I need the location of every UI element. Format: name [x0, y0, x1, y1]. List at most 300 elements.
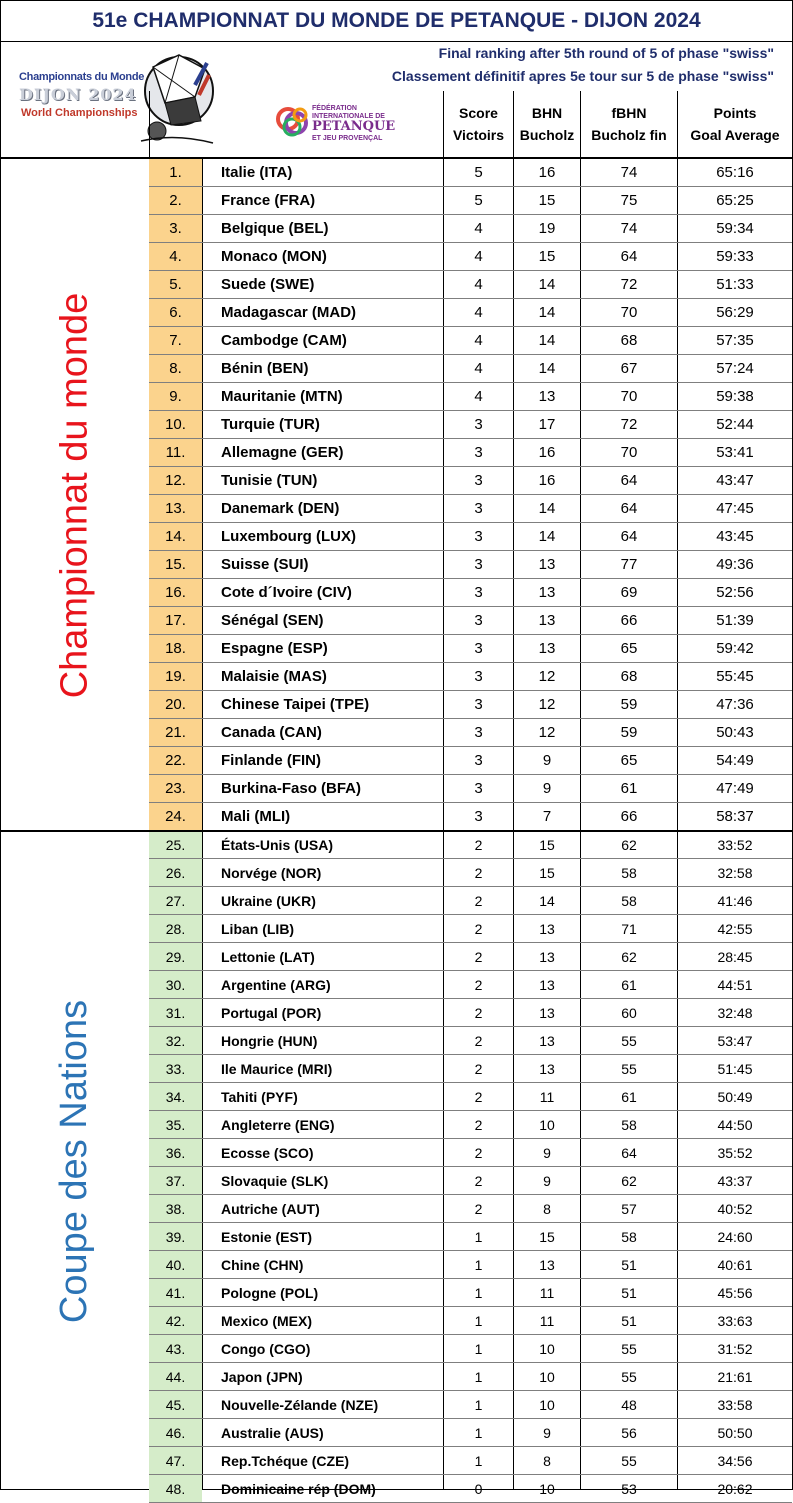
- team-cell: Mali (MLI): [221, 808, 291, 825]
- fbhn-cell: 51: [621, 1284, 637, 1301]
- team-cell: Dominicaine rép (DOM): [221, 1480, 376, 1497]
- score-cell: 4: [474, 276, 483, 293]
- bhn-cell: 13: [538, 612, 556, 629]
- table-row: [149, 1335, 792, 1363]
- rank-cell: 9.: [149, 383, 202, 410]
- table-row: [149, 663, 792, 691]
- team-cell: Cambodge (CAM): [221, 332, 347, 349]
- score-cell: 2: [474, 1116, 483, 1133]
- points-cell: 40:52: [717, 1200, 753, 1217]
- rank-cell: 24.: [149, 803, 202, 830]
- header-points-line1: Points: [713, 105, 757, 121]
- section-label-coupe: [1, 833, 149, 1489]
- fbhn-cell: 62: [621, 836, 637, 853]
- rank-cell: 27.: [149, 887, 202, 914]
- team-cell: Belgique (BEL): [221, 220, 329, 237]
- fbhn-cell: 53: [621, 1480, 637, 1497]
- rank-cell: 2.: [149, 187, 202, 214]
- team-cell: Ecosse (SCO): [221, 1144, 314, 1161]
- bhn-cell: 12: [538, 724, 556, 741]
- table-row: [149, 355, 792, 383]
- table-row: [149, 243, 792, 271]
- bhn-cell: 8: [543, 1200, 551, 1217]
- section-separator: [1, 830, 792, 832]
- bhn-cell: 13: [539, 976, 555, 993]
- federation-name-small2: ET JEU PROVENÇAL: [312, 135, 383, 142]
- score-cell: 5: [474, 164, 483, 181]
- bhn-cell: 13: [539, 1256, 555, 1273]
- rank-cell: 33.: [149, 1055, 202, 1082]
- table-row: [149, 523, 792, 551]
- team-cell: Suede (SWE): [221, 276, 315, 293]
- table-row: [149, 159, 792, 187]
- bhn-cell: 9: [543, 1172, 551, 1189]
- table-row: [149, 803, 792, 831]
- team-cell: Nouvelle-Zélande (NZE): [221, 1396, 379, 1413]
- fbhn-cell: 61: [621, 1088, 637, 1105]
- rank-cell: 36.: [149, 1139, 202, 1166]
- rank-cell: 47.: [149, 1447, 202, 1474]
- bhn-cell: 13: [538, 584, 556, 601]
- table-row: [149, 943, 792, 971]
- bhn-cell: 11: [539, 1312, 555, 1329]
- rank-cell: 1.: [149, 159, 202, 186]
- petanque-balls-icon: [276, 105, 310, 139]
- fbhn-cell: 62: [621, 1172, 637, 1189]
- points-cell: 65:25: [716, 192, 754, 209]
- table-row: [149, 775, 792, 803]
- team-cell: Burkina-Faso (BFA): [221, 780, 362, 797]
- table-row: [149, 439, 792, 467]
- points-cell: 65:16: [716, 164, 754, 181]
- bhn-cell: 16: [538, 444, 556, 461]
- team-cell: Pologne (POL): [221, 1284, 319, 1301]
- rank-cell: 31.: [149, 999, 202, 1026]
- header-fbhn: [581, 91, 677, 157]
- table-row: [149, 859, 792, 887]
- table-row: [149, 971, 792, 999]
- team-cell: Hongrie (HUN): [221, 1032, 318, 1049]
- header-fbhn-line1: fBHN: [611, 105, 647, 121]
- team-cell: Angleterre (ENG): [221, 1116, 335, 1133]
- fbhn-cell: 65: [620, 752, 638, 769]
- fbhn-cell: 60: [621, 1004, 637, 1021]
- header-bhn-line2: Bucholz: [519, 127, 575, 143]
- federation-name-small: FÉDÉRATION INTERNATIONALE DE: [312, 105, 385, 120]
- bhn-cell: 14: [538, 304, 556, 321]
- score-cell: 2: [474, 892, 483, 909]
- fbhn-cell: 67: [620, 360, 638, 377]
- table-row: [149, 1055, 792, 1083]
- header-score-line2: Victoirs: [452, 127, 505, 143]
- table-row: [149, 1307, 792, 1335]
- rank-cell: 10.: [149, 411, 202, 438]
- rank-cell: 12.: [149, 467, 202, 494]
- team-cell: Madagascar (MAD): [221, 304, 357, 321]
- points-cell: 33:63: [717, 1312, 753, 1329]
- federation-name-big: PETANQUE: [312, 119, 396, 134]
- table-row: [149, 1391, 792, 1419]
- table-row: [149, 495, 792, 523]
- points-cell: 24:60: [717, 1228, 753, 1245]
- rank-cell: 38.: [149, 1195, 202, 1222]
- rank-cell: 32.: [149, 1027, 202, 1054]
- section-label-championnat-text: Championnat du monde: [53, 292, 96, 698]
- table-row: [149, 411, 792, 439]
- fbhn-cell: 59: [620, 724, 638, 741]
- fbhn-cell: 72: [620, 276, 638, 293]
- bhn-cell: 14: [538, 332, 556, 349]
- rank-cell: 8.: [149, 355, 202, 382]
- fbhn-cell: 69: [620, 584, 638, 601]
- table-row: [149, 327, 792, 355]
- table-row: [149, 1167, 792, 1195]
- team-cell: Finlande (FIN): [221, 752, 321, 769]
- bhn-cell: 10: [539, 1480, 555, 1497]
- bhn-cell: 13: [539, 1032, 555, 1049]
- table-row: [149, 299, 792, 327]
- fbhn-cell: 66: [620, 808, 638, 825]
- score-cell: 3: [474, 780, 483, 797]
- bhn-cell: 14: [538, 500, 556, 517]
- score-cell: 3: [474, 668, 483, 685]
- points-cell: 51:39: [716, 612, 754, 629]
- bhn-cell: 9: [542, 780, 552, 797]
- points-cell: 33:52: [717, 836, 753, 853]
- rank-cell: 3.: [149, 215, 202, 242]
- rank-cell: 22.: [149, 747, 202, 774]
- bhn-cell: 10: [539, 1396, 555, 1413]
- fbhn-cell: 64: [620, 248, 638, 265]
- rank-cell: 42.: [149, 1307, 202, 1334]
- header-fbhn-line2: Bucholz fin: [591, 127, 667, 143]
- bhn-cell: 13: [538, 640, 556, 657]
- subtitle-french: Classement définitif apres 5e tour sur 5 de phase "swiss": [391, 68, 774, 84]
- fbhn-cell: 70: [620, 388, 638, 405]
- score-cell: 2: [474, 1200, 483, 1217]
- points-cell: 51:33: [716, 276, 754, 293]
- logo-text-line1: Championnats du Monde: [19, 71, 145, 83]
- bhn-cell: 8: [543, 1452, 551, 1469]
- rank-cell: 21.: [149, 719, 202, 746]
- table-row: [149, 467, 792, 495]
- bhn-cell: 13: [539, 920, 555, 937]
- points-cell: 43:37: [717, 1172, 753, 1189]
- team-cell: Turquie (TUR): [221, 416, 320, 433]
- points-cell: 52:56: [716, 584, 754, 601]
- points-cell: 34:56: [717, 1452, 753, 1469]
- rank-cell: 29.: [149, 943, 202, 970]
- score-cell: 2: [474, 864, 483, 881]
- fbhn-cell: 55: [621, 1032, 637, 1049]
- fbhn-cell: 55: [621, 1452, 637, 1469]
- fbhn-cell: 59: [620, 696, 638, 713]
- table-row: [149, 1195, 792, 1223]
- points-cell: 49:36: [716, 556, 754, 573]
- fbhn-cell: 58: [621, 864, 637, 881]
- bhn-cell: 11: [539, 1088, 555, 1105]
- team-cell: Malaisie (MAS): [221, 668, 327, 685]
- fbhn-cell: 56: [621, 1424, 637, 1441]
- bhn-cell: 16: [538, 472, 556, 489]
- table-row: [149, 271, 792, 299]
- section-label-coupe-word2: Nations: [53, 999, 96, 1129]
- fbhn-cell: 61: [620, 780, 638, 797]
- points-cell: 33:58: [717, 1396, 753, 1413]
- points-cell: 43:45: [716, 528, 754, 545]
- points-cell: 32:58: [717, 864, 753, 881]
- score-cell: 1: [474, 1228, 483, 1245]
- score-cell: 3: [474, 528, 483, 545]
- fbhn-cell: 72: [620, 416, 638, 433]
- rank-cell: 44.: [149, 1363, 202, 1390]
- header-score-line1: Score: [459, 105, 498, 121]
- team-cell: Mauritanie (MTN): [221, 388, 343, 405]
- table-row: [149, 551, 792, 579]
- score-cell: 2: [474, 1060, 483, 1077]
- score-cell: 1: [474, 1396, 483, 1413]
- table-row: [149, 1363, 792, 1391]
- fbhn-cell: 64: [621, 1144, 637, 1161]
- table-row: [149, 383, 792, 411]
- logo-text-line2: DIJON 2024: [19, 85, 137, 104]
- points-cell: 54:49: [716, 752, 754, 769]
- fbhn-cell: 74: [620, 164, 638, 181]
- rank-cell: 14.: [149, 523, 202, 550]
- table-row: [149, 747, 792, 775]
- rank-cell: 19.: [149, 663, 202, 690]
- team-cell: Bénin (BEN): [221, 360, 309, 377]
- rank-cell: 34.: [149, 1083, 202, 1110]
- header-bhn: [514, 91, 580, 157]
- score-cell: 2: [474, 836, 483, 853]
- score-cell: 4: [474, 304, 483, 321]
- team-cell: Tunisie (TUN): [221, 472, 318, 489]
- points-cell: 28:45: [717, 948, 753, 965]
- bhn-cell: 14: [538, 360, 556, 377]
- team-cell: Rep.Tchéque (CZE): [221, 1452, 350, 1469]
- rank-cell: 15.: [149, 551, 202, 578]
- score-cell: 4: [474, 220, 483, 237]
- points-cell: 45:56: [717, 1284, 753, 1301]
- team-cell: Lettonie (LAT): [221, 948, 315, 965]
- points-cell: 53:41: [716, 444, 754, 461]
- table-row: [149, 1279, 792, 1307]
- section-label-coupe-text: [54, 999, 97, 1322]
- team-cell: Chine (CHN): [221, 1256, 304, 1273]
- bhn-cell: 15: [539, 864, 555, 881]
- bhn-cell: 13: [538, 388, 556, 405]
- championship-logo: [15, 45, 215, 155]
- score-cell: 4: [474, 332, 483, 349]
- bhn-cell: 19: [538, 220, 556, 237]
- table-row: [149, 1447, 792, 1475]
- score-cell: 1: [474, 1452, 483, 1469]
- points-cell: 58:37: [716, 808, 754, 825]
- points-cell: 42:55: [717, 920, 753, 937]
- team-cell: Argentine (ARG): [221, 976, 331, 993]
- team-cell: Suisse (SUI): [221, 556, 309, 573]
- bhn-cell: 13: [539, 1060, 555, 1077]
- rank-cell: 11.: [149, 439, 202, 466]
- score-cell: 2: [474, 1032, 483, 1049]
- score-cell: 3: [474, 640, 483, 657]
- table-row: [149, 1083, 792, 1111]
- bhn-cell: 9: [543, 1144, 551, 1161]
- fbhn-cell: 74: [620, 220, 638, 237]
- table-row: [149, 1139, 792, 1167]
- points-cell: 47:36: [716, 696, 754, 713]
- fbhn-cell: 64: [620, 528, 638, 545]
- team-cell: Norvége (NOR): [221, 864, 322, 881]
- bhn-cell: 9: [543, 1424, 551, 1441]
- bhn-cell: 12: [538, 696, 556, 713]
- bhn-cell: 11: [539, 1284, 555, 1301]
- table-row: [149, 915, 792, 943]
- fbhn-cell: 70: [620, 304, 638, 321]
- team-cell: Tahiti (PYF): [221, 1088, 298, 1105]
- team-cell: Danemark (DEN): [221, 500, 340, 517]
- points-cell: 56:29: [716, 304, 754, 321]
- points-cell: 50:50: [717, 1424, 753, 1441]
- bhn-cell: 14: [538, 528, 556, 545]
- bhn-cell: 17: [538, 416, 556, 433]
- team-cell: Chinese Taipei (TPE): [221, 696, 370, 713]
- rank-cell: 35.: [149, 1111, 202, 1138]
- rank-cell: 25.: [149, 831, 202, 858]
- table-row: [149, 215, 792, 243]
- bhn-cell: 13: [539, 948, 555, 965]
- rank-cell: 17.: [149, 607, 202, 634]
- score-cell: 3: [474, 752, 483, 769]
- score-cell: 1: [474, 1340, 483, 1357]
- header-bhn-line1: BHN: [531, 105, 563, 121]
- table-row: [149, 1475, 792, 1503]
- fbhn-cell: 57: [621, 1200, 637, 1217]
- section-label-championnat: [1, 159, 149, 831]
- team-cell: Estonie (EST): [221, 1228, 313, 1245]
- fbhn-cell: 62: [621, 948, 637, 965]
- score-cell: 1: [474, 1424, 483, 1441]
- team-cell: France (FRA): [221, 192, 316, 209]
- bhn-cell: 7: [542, 808, 552, 825]
- table-row: [149, 1111, 792, 1139]
- bhn-cell: 13: [538, 556, 556, 573]
- table-row: [149, 831, 792, 859]
- fbhn-cell: 58: [621, 1116, 637, 1133]
- rank-cell: 43.: [149, 1335, 202, 1362]
- score-cell: 3: [474, 500, 483, 517]
- rank-cell: 48.: [149, 1475, 202, 1502]
- bhn-cell: 14: [539, 892, 555, 909]
- score-cell: 2: [474, 976, 483, 993]
- fbhn-cell: 55: [621, 1340, 637, 1357]
- rank-cell: 4.: [149, 243, 202, 270]
- header-points-line2: Goal Average: [690, 127, 780, 143]
- table-row: [149, 607, 792, 635]
- points-cell: 52:44: [716, 416, 754, 433]
- rank-cell: 16.: [149, 579, 202, 606]
- fbhn-cell: 51: [621, 1312, 637, 1329]
- points-cell: 53:47: [717, 1032, 753, 1049]
- fbhn-cell: 68: [620, 332, 638, 349]
- rank-cell: 46.: [149, 1419, 202, 1446]
- table-row: [149, 887, 792, 915]
- points-cell: 35:52: [717, 1144, 753, 1161]
- fbhn-cell: 48: [621, 1396, 637, 1413]
- team-cell: Italie (ITA): [221, 164, 293, 181]
- rank-cell: 30.: [149, 971, 202, 998]
- points-cell: 59:33: [716, 248, 754, 265]
- rank-cell: 7.: [149, 327, 202, 354]
- score-cell: 3: [474, 584, 483, 601]
- score-cell: 1: [474, 1284, 483, 1301]
- points-cell: 41:46: [717, 892, 753, 909]
- bhn-cell: 10: [539, 1340, 555, 1357]
- rank-cell: 45.: [149, 1391, 202, 1418]
- score-cell: 2: [474, 1088, 483, 1105]
- team-cell: Ukraine (UKR): [221, 892, 316, 909]
- page-title: 51e CHAMPIONNAT DU MONDE DE PETANQUE - DIJON 2024: [1, 1, 792, 42]
- score-cell: 3: [474, 556, 483, 573]
- fbhn-cell: 55: [621, 1060, 637, 1077]
- team-cell: Espagne (ESP): [221, 640, 328, 657]
- bhn-cell: 12: [538, 668, 556, 685]
- team-cell: Ile Maurice (MRI): [221, 1060, 333, 1077]
- score-cell: 1: [474, 1312, 483, 1329]
- bhn-cell: 13: [539, 1004, 555, 1021]
- fbhn-cell: 71: [621, 920, 637, 937]
- score-cell: 2: [474, 1144, 483, 1161]
- points-cell: 51:45: [717, 1060, 753, 1077]
- rank-cell: 13.: [149, 495, 202, 522]
- fbhn-cell: 58: [621, 892, 637, 909]
- table-row: [149, 1419, 792, 1447]
- table-row: [149, 1251, 792, 1279]
- team-cell: Slovaquie (SLK): [221, 1172, 329, 1189]
- table-row: [149, 719, 792, 747]
- fbhn-cell: 64: [620, 500, 638, 517]
- table-row: [149, 1027, 792, 1055]
- team-cell: Liban (LIB): [221, 920, 295, 937]
- team-cell: Allemagne (GER): [221, 444, 344, 461]
- points-cell: 21:61: [717, 1368, 753, 1385]
- team-cell: États-Unis (USA): [221, 836, 334, 853]
- score-cell: 4: [474, 388, 483, 405]
- team-cell: Australie (AUS): [221, 1424, 324, 1441]
- fbhn-cell: 58: [621, 1228, 637, 1245]
- points-cell: 55:45: [716, 668, 754, 685]
- table-row: [149, 187, 792, 215]
- team-cell: Monaco (MON): [221, 248, 327, 265]
- points-cell: 59:42: [716, 640, 754, 657]
- score-cell: 3: [474, 612, 483, 629]
- fbhn-cell: 70: [620, 444, 638, 461]
- rank-cell: 40.: [149, 1251, 202, 1278]
- rank-cell: 28.: [149, 915, 202, 942]
- points-cell: 47:45: [716, 500, 754, 517]
- bhn-cell: 15: [538, 192, 556, 209]
- rank-cell: 39.: [149, 1223, 202, 1250]
- points-cell: 50:49: [717, 1088, 753, 1105]
- rank-cell: 41.: [149, 1279, 202, 1306]
- team-cell: Canada (CAN): [221, 724, 322, 741]
- points-cell: 59:34: [716, 220, 754, 237]
- points-cell: 47:49: [716, 780, 754, 797]
- table-row: [149, 1223, 792, 1251]
- bhn-cell: 10: [539, 1368, 555, 1385]
- bhn-cell: 15: [538, 248, 556, 265]
